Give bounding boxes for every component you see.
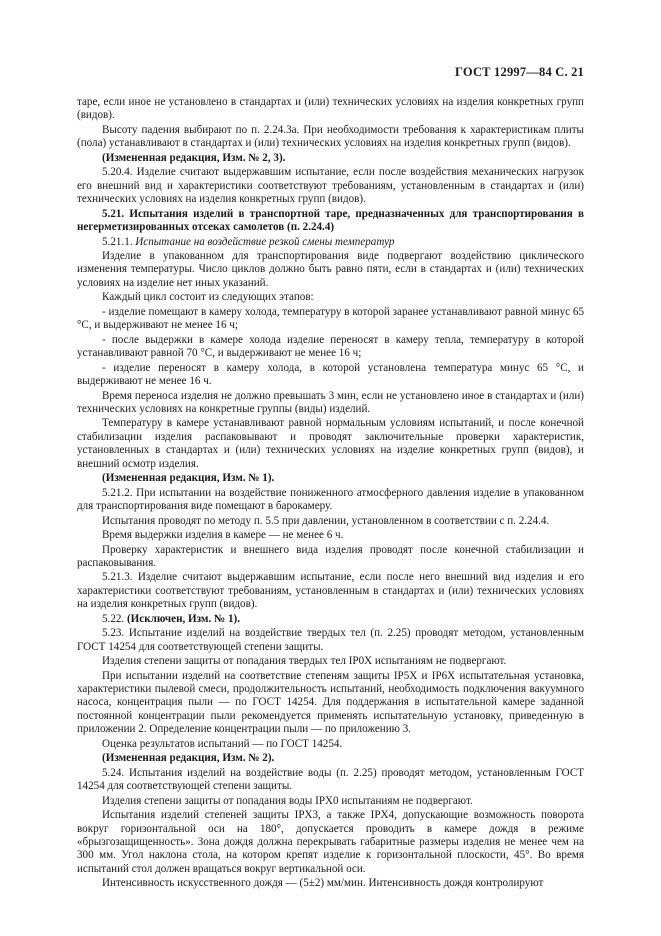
page-header: ГОСТ 12997—84 С. 21 xyxy=(455,65,584,79)
paragraph: Высоту падения выбирают по п. 2.24.3а. При необходимости требования к характеристикам плиты (пола) устанавливают в стандартах и (или) технических условиях на изделия конкретных групп (видов). xyxy=(77,123,584,150)
paragraph: Проверку характеристик и внешнего вида изделия проводят после конечной стабилизации и распаковывания. xyxy=(77,543,584,569)
paragraph: Изделия степени защиты от попадания твердых тел IP0X испытаниям не подвергают. xyxy=(102,655,507,668)
paragraph: При испытании изделий на соответствие степеням защиты IP5X и IP6X испытательная установка, характеристики пылевой смеси, продолжительность испытаний, необходимость подключения вакуумного насоса, концентрация пыли — по ГОСТ 14254. Для поддержания в испытательной камере заданной постоянной концентрации пыли рекомендуется применять испытательную установку, приведенную в приложении 2. Определение концентрации пыли — по приложению 3. xyxy=(77,669,584,736)
paragraph: Время переноса изделия не должно превышать 3 мин, если не установлено иное в стандартах и (или) технических условиях на конкретные группы (виды) изделий. xyxy=(77,389,584,415)
list-item: - изделие помещают в камеру холода, температуру в которой заранее устанавливают равной минус 65 °С, и выдерживают не менее 16 ч; xyxy=(77,305,584,332)
excluded-note: (Исключен, Изм. № 1). xyxy=(126,612,240,625)
list-item: - после выдержки в камере холода изделие переносят в камеру тепла, температуру в которой устанавливают равной 70 °С, и выдерживают не менее 16 ч; xyxy=(77,333,584,360)
amendment-note: (Измененная редакция, Изм. № 2). xyxy=(102,752,275,765)
paragraph: 5.20.4. Изделие считают выдержавшим испытание, если после воздействия механических нагрузок его внешний вид и характеристики соответствуют требованиям, установленным в стандартах и (или) технических условиях на изделия конкретных групп (видов). xyxy=(77,166,584,206)
paragraph: Испытания проводят по методу п. 5.5 при давлении, установленном в соответствии с п. 2.24.4. xyxy=(102,514,550,527)
paragraph: Испытания изделий степеней защиты IPX3, а также IPX4, допускающие возможность поворота вокруг горизонтальной оси на 180°, допускается проводить в камере дождя в режиме «брызгозащищенность». Зона дождя должна перекрывать габаритные размеры изделия не менее чем на 300 мм. Угол наклона стола, на котором крепят изделие к горизонтальной плоскости, 45°. Во время испытаний стол должен вращаться вокруг вертикальной оси. xyxy=(77,809,584,875)
paragraph: Оценка результатов испытаний — по ГОСТ 14254. xyxy=(102,737,343,750)
document-body xyxy=(77,96,584,892)
paragraph: 5.21.2. При испытании на воздействие пониженного атмосферного давления изделие в упакованном для транспортирования виде помещают в барокамеру. xyxy=(77,486,584,513)
paragraph: Интенсивность искусственного дождя — (5±2) мм/мин. Интенсивность дождя контролируют xyxy=(102,877,544,890)
list-item: - изделие переносят в камеру холода, в которой установлена температура минус 65 °С, и выдерживают не менее 16 ч. xyxy=(77,361,584,388)
amendment-note: (Измененная редакция, Изм. № 1). xyxy=(102,472,275,485)
paragraph: 5.23. Испытание изделий на воздействие твердых тел (п. 2.25) проводят методом, установленным ГОСТ 14254 для соответствующей степени защиты. xyxy=(77,627,584,653)
section-heading: 5.21. Испытания изделий в транспортной таре, предназначенных для транспортирования в негерметизированных отсеках самолетов (п. 2.24.4) xyxy=(77,207,584,234)
subsection-heading xyxy=(77,236,584,249)
paragraph: таре, если иное не установлено в стандартах и (или) технических условиях на изделия конкретных групп (видов). xyxy=(77,96,584,122)
paragraph: Каждый цикл состоит из следующих этапов: xyxy=(102,291,314,304)
paragraph: 5.24. Испытания изделий на воздействие воды (п. 2.25) проводят методом, установленным ГОСТ 14254 для соответствующей степени защиты. xyxy=(77,766,584,793)
clause-number: 5.22. xyxy=(102,612,125,625)
paragraph: 5.21.3. Изделие считают выдержавшим испытание, если после него внешний вид изделия и его характеристики соответствуют требованиям, установленным в стандартах и (или) технических условиях на изделия конкретных групп (видов). xyxy=(77,571,584,611)
excluded-clause xyxy=(77,613,584,626)
subsection-title: Испытание на воздействие резкой смены температур xyxy=(135,235,395,248)
paragraph: Изделие в упакованном для транспортирования виде подвергают воздействию циклического изменения температуры. Число циклов должно быть равно пяти, если в стандартах и (или) технических условиях на изделие нет иных указаний. xyxy=(77,249,584,289)
paragraph: Время выдержки изделия в камере — не менее 6 ч. xyxy=(102,529,344,542)
subsection-number: 5.21.1. xyxy=(102,235,133,248)
paragraph: Температуру в камере устанавливают равной нормальным условиям испытаний, и после конечной стабилизации изделия распаковывают и проводят заключительные проверки характеристик, установленных в стандартах и (или) технических условиях на изделие конкретных групп (видов), и внешний осмотр изделия. xyxy=(77,417,584,470)
amendment-note: (Измененная редакция, Изм. № 2, 3). xyxy=(102,151,286,164)
paragraph: Изделия степени защиты от попадания воды IPX0 испытаниям не подвергают. xyxy=(102,794,473,807)
